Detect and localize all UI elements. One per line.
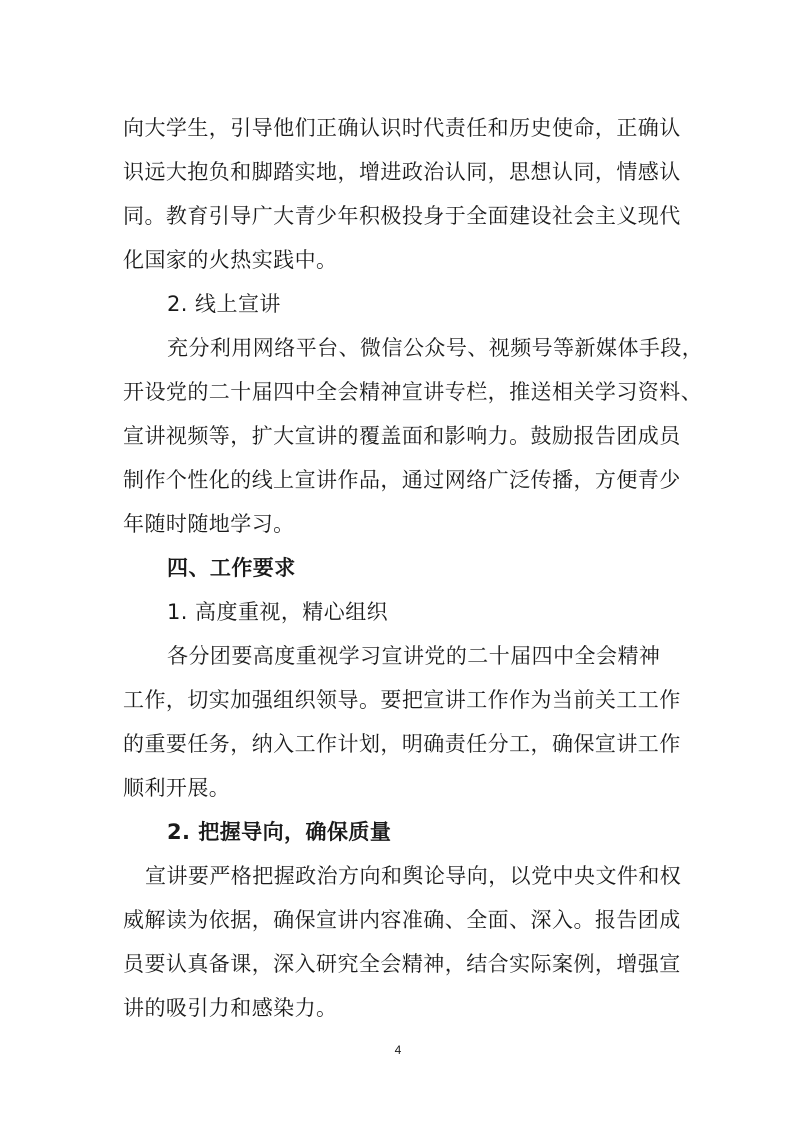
- paragraph-line: 讲的吸引力和感染力。: [123, 996, 338, 1020]
- paragraph-line: 宣讲要严格把握政治方向和舆论导向，以党中央文件和权: [145, 864, 682, 888]
- section-subheading: 2. 把握导向，确保质量: [167, 820, 392, 844]
- paragraph-line: 制作个性化的线上宣讲作品，通过网络广泛传播，方便青少: [123, 468, 681, 492]
- paragraph-line: 的重要任务，纳入工作计划，明确责任分工，确保宣讲工作: [123, 732, 681, 756]
- paragraph-line: 充分利用网络平台、微信公众号、视频号等新媒体手段，: [167, 336, 704, 360]
- paragraph-line: 员要认真备课，深入研究全会精神，结合实际案例，增强宣: [123, 952, 681, 976]
- paragraph-line: 工作，切实加强组织领导。要把宣讲工作作为当前关工工作: [123, 688, 681, 712]
- section-heading: 四、工作要求: [167, 556, 296, 580]
- section-subheading: 2. 线上宣讲: [167, 292, 281, 316]
- paragraph-line: 同。教育引导广大青少年积极投身于全面建设社会主义现代: [123, 204, 681, 228]
- paragraph-line: 宣讲视频等，扩大宣讲的覆盖面和影响力。鼓励报告团成员: [123, 424, 681, 448]
- paragraph-line: 化国家的火热实践中。: [123, 248, 338, 272]
- paragraph-line: 年随时随地学习。: [123, 512, 295, 536]
- section-subheading: 1. 高度重视，精心组织: [167, 600, 389, 624]
- paragraph-line: 开设党的二十届四中全会精神宣讲专栏，推送相关学习资料、: [123, 380, 703, 404]
- paragraph-line: 各分团要高度重视学习宣讲党的二十届四中全会精神: [167, 644, 661, 668]
- paragraph-line: 识远大抱负和脚踏实地，增进政治认同，思想认同，情感认: [123, 160, 681, 184]
- page-number: 4: [394, 1043, 402, 1057]
- paragraph-line: 向大学生，引导他们正确认识时代责任和历史使命，正确认: [123, 116, 681, 140]
- paragraph-line: 顺利开展。: [123, 776, 231, 800]
- paragraph-line: 威解读为依据，确保宣讲内容准确、全面、深入。报告团成: [123, 908, 681, 932]
